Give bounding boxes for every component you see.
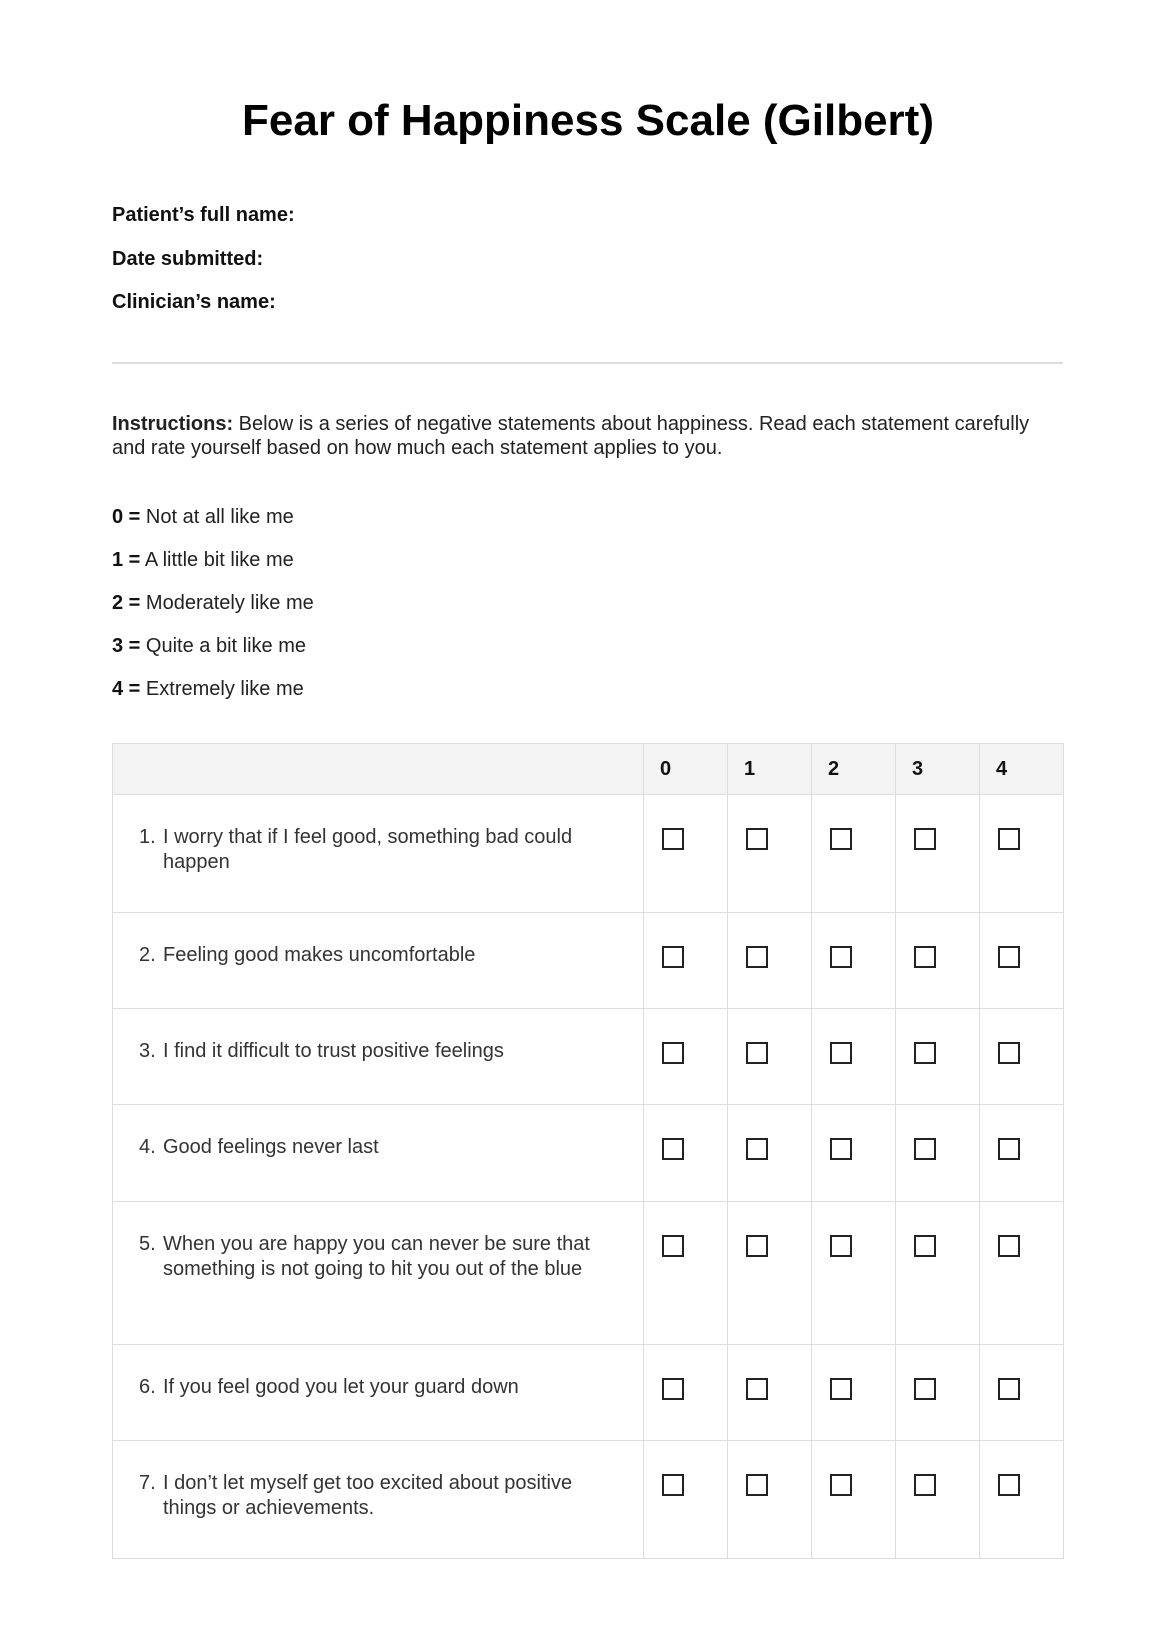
rating-cell [896,913,980,1009]
column-header-1: 1 [728,744,812,795]
checkbox-q4-rating-1[interactable] [746,1138,768,1160]
checkbox-q5-rating-2[interactable] [830,1235,852,1257]
question-cell [113,1009,644,1105]
checkbox-q4-rating-4[interactable] [998,1138,1020,1160]
rating-cell [644,1202,728,1345]
rating-cell [980,1105,1064,1202]
rating-cell [980,795,1064,913]
instructions-text: Below is a series of negative statements about happiness. Read each statement carefully and rate yourself based on how much each statement applies to you. [112,413,1030,459]
checkbox-q1-rating-4[interactable] [998,828,1020,850]
question-cell [113,1441,644,1559]
rating-cell [644,1009,728,1105]
checkbox-q6-rating-0[interactable] [662,1378,684,1400]
checkbox-q2-rating-3[interactable] [914,946,936,968]
checkbox-q2-rating-0[interactable] [662,946,684,968]
rating-cell [896,1202,980,1345]
scale-item [112,592,314,615]
checkbox-q7-rating-0[interactable] [662,1474,684,1496]
scale-key: 2 = [112,592,141,614]
question-cell [113,795,644,913]
scale-desc: A little bit like me [140,549,294,571]
scale-item [112,549,294,572]
rating-cell [812,913,896,1009]
table-row [113,1105,1064,1202]
checkbox-q7-rating-4[interactable] [998,1474,1020,1496]
table-row [113,913,1064,1009]
question-number: 2. [139,944,156,966]
checkbox-q2-rating-2[interactable] [830,946,852,968]
rating-cell [896,1441,980,1559]
checkbox-q2-rating-4[interactable] [998,946,1020,968]
scale-desc: Extremely like me [140,678,304,700]
rating-cell [980,1441,1064,1559]
patient-name-label: Patient’s full name: [112,204,295,226]
page-title: Fear of Happiness Scale (Gilbert) [242,96,934,145]
question-text: When you are happy you can never be sure that something is not going to hit you out of the blue [163,1233,590,1280]
rating-cell [644,795,728,913]
rating-cell [644,1441,728,1559]
question-text: I don’t let myself get too excited about positive things or achievements. [163,1472,573,1519]
header-blank [113,744,644,795]
rating-cell [812,1345,896,1441]
rating-cell [896,795,980,913]
rating-cell [896,1105,980,1202]
checkbox-q1-rating-2[interactable] [830,828,852,850]
checkbox-q7-rating-2[interactable] [830,1474,852,1496]
question-text: If you feel good you let your guard down [163,1376,519,1398]
rating-cell [812,1441,896,1559]
rating-cell [728,1009,812,1105]
rating-cell [728,913,812,1009]
column-header-0: 0 [644,744,728,795]
scale-item [112,506,294,529]
checkbox-q1-rating-0[interactable] [662,828,684,850]
scale-key: 4 = [112,678,141,700]
checkbox-q4-rating-3[interactable] [914,1138,936,1160]
checkbox-q3-rating-4[interactable] [998,1042,1020,1064]
date-submitted-label: Date submitted: [112,248,264,270]
checkbox-q7-rating-3[interactable] [914,1474,936,1496]
scale-desc: Moderately like me [140,592,314,614]
table-row [113,1345,1064,1441]
checkbox-q3-rating-3[interactable] [914,1042,936,1064]
checkbox-q1-rating-1[interactable] [746,828,768,850]
scale-key: 0 = [112,506,141,528]
rating-cell [812,1202,896,1345]
column-header-2: 2 [812,744,896,795]
rating-cell [644,913,728,1009]
table-header [113,744,1064,795]
question-cell [113,1345,644,1441]
question-text: I worry that if I feel good, something bad could happen [163,826,573,873]
rating-cell [812,795,896,913]
question-cell [113,1202,644,1345]
question-number: 5. [139,1233,156,1255]
question-text: Good feelings never last [163,1136,379,1158]
table-row [113,1202,1064,1345]
rating-cell [812,1009,896,1105]
rating-cell [980,1202,1064,1345]
checkbox-q5-rating-1[interactable] [746,1235,768,1257]
rating-cell [728,1105,812,1202]
rating-cell [980,1009,1064,1105]
rating-table [112,743,1064,1559]
instructions [112,412,1063,460]
checkbox-q5-rating-4[interactable] [998,1235,1020,1257]
question-number: 7. [139,1472,156,1494]
rating-cell [896,1345,980,1441]
scale-desc: Not at all like me [140,506,294,528]
question-number: 3. [139,1040,156,1062]
scale-key: 3 = [112,635,141,657]
rating-cell [980,1345,1064,1441]
column-header-4: 4 [980,744,1064,795]
divider [112,362,1063,364]
column-header-3: 3 [896,744,980,795]
rating-cell [644,1105,728,1202]
checkbox-q5-rating-3[interactable] [914,1235,936,1257]
checkbox-q4-rating-2[interactable] [830,1138,852,1160]
scale-desc: Quite a bit like me [140,635,306,657]
checkbox-q3-rating-1[interactable] [746,1042,768,1064]
rating-cell [812,1105,896,1202]
checkbox-q1-rating-3[interactable] [914,828,936,850]
checkbox-q6-rating-2[interactable] [830,1378,852,1400]
rating-cell [728,1441,812,1559]
checkbox-q6-rating-3[interactable] [914,1378,936,1400]
checkbox-q7-rating-1[interactable] [746,1474,768,1496]
checkbox-q3-rating-0[interactable] [662,1042,684,1064]
rating-cell [644,1345,728,1441]
rating-cell [728,795,812,913]
question-cell [113,913,644,1009]
table-row [113,795,1064,913]
table-row [113,1441,1064,1559]
checkbox-q6-rating-1[interactable] [746,1378,768,1400]
table-row [113,1009,1064,1105]
question-number: 6. [139,1376,156,1398]
scale-item [112,635,306,658]
rating-cell [728,1345,812,1441]
checkbox-q4-rating-0[interactable] [662,1138,684,1160]
rating-cell [896,1009,980,1105]
question-number: 4. [139,1136,156,1158]
clinician-name-label: Clinician’s name: [112,291,276,313]
instructions-label: Instructions: [112,413,234,435]
checkbox-q5-rating-0[interactable] [662,1235,684,1257]
checkbox-q3-rating-2[interactable] [830,1042,852,1064]
scale-key: 1 = [112,549,141,571]
question-text: I find it difficult to trust positive feelings [163,1040,504,1062]
rating-cell [980,913,1064,1009]
question-number: 1. [139,826,156,848]
checkbox-q2-rating-1[interactable] [746,946,768,968]
question-cell [113,1105,644,1202]
question-text: Feeling good makes uncomfortable [163,944,476,966]
scale-item [112,678,304,701]
checkbox-q6-rating-4[interactable] [998,1378,1020,1400]
rating-cell [728,1202,812,1345]
